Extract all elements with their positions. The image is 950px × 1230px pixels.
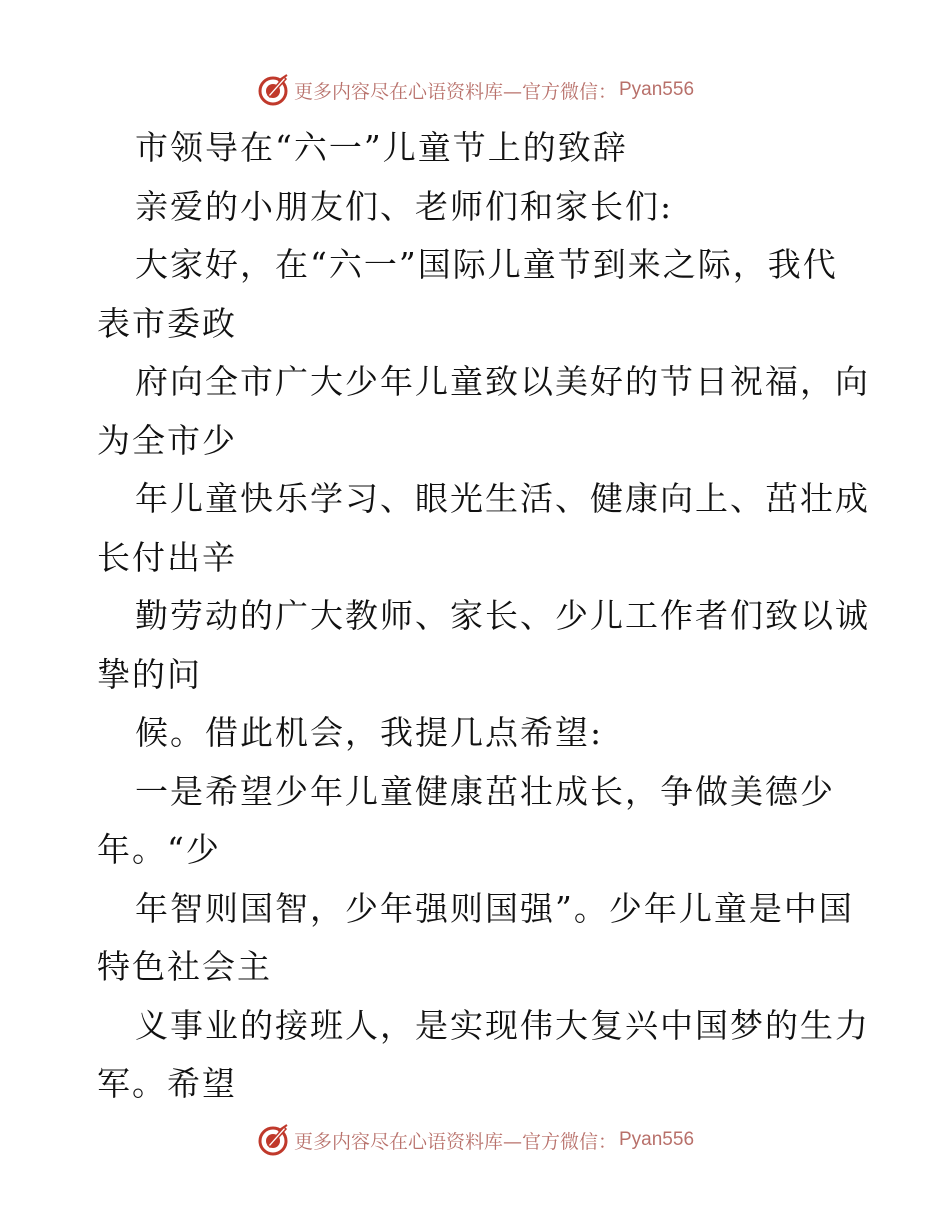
body-line: 年。“少 [97, 830, 221, 869]
body-line: 表市委政 [97, 303, 237, 343]
quill-pen-logo-icon [256, 1123, 290, 1157]
body-line: 军。希望 [97, 1064, 237, 1103]
body-line: 勤劳动的广大教师、家长、少儿工作者们致以诚 [135, 596, 870, 635]
body-line: 挚的问 [97, 654, 202, 694]
footer-banner [0, 1120, 950, 1160]
body-line: 年儿童快乐学习、眼光生活、健康向上、茁壮成 [135, 479, 870, 518]
document-body [97, 119, 870, 1114]
wechat-id: Pyan556 [619, 79, 695, 100]
document-title: 市领导在“六一”儿童节上的致辞 [135, 128, 628, 167]
banner-text: 更多内容尽在心语资料库—官方微信： [293, 1130, 617, 1153]
body-line: 大家好，在“六一”国际儿童节到来之际，我代 [135, 245, 838, 284]
body-line: 特色社会主 [97, 947, 272, 986]
body-line: 一是希望少年儿童健康茁壮成长，争做美德少 [135, 771, 835, 811]
body-line: 为全市少 [97, 420, 237, 460]
body-line: 候。借此机会，我提几点希望: [135, 713, 604, 752]
body-line: 义事业的接班人，是实现伟大复兴中国梦的生力 [135, 1005, 870, 1045]
body-line: 府向全市广大少年儿童致以美好的节日祝福，向 [135, 362, 870, 401]
wechat-id: Pyan556 [619, 1129, 695, 1150]
quill-pen-logo-icon [256, 73, 290, 107]
body-line: 年智则国智，少年强则国强”。少年儿童是中国 [135, 888, 854, 928]
body-line: 长付出辛 [97, 537, 237, 577]
header-banner [0, 70, 950, 110]
salutation: 亲爱的小朋友们、老师们和家长们: [135, 186, 674, 226]
banner-text: 更多内容尽在心语资料库—官方微信： [293, 80, 617, 103]
